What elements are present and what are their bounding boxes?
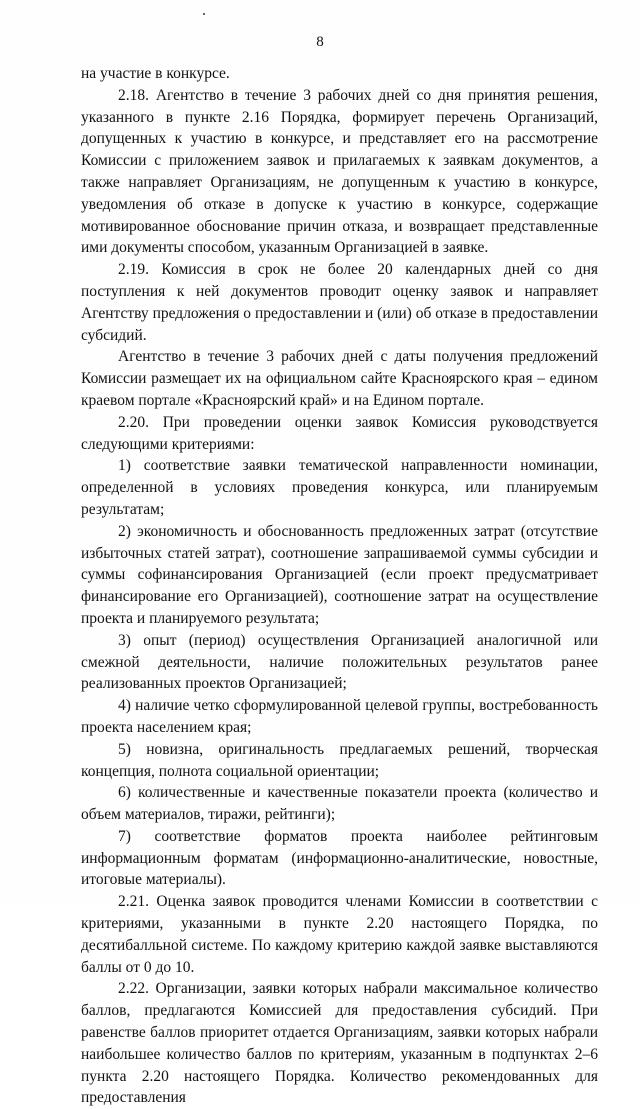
- paragraph: 3) опыт (период) осуществления Организацией аналогичной или смежной деятельности, наличие положительных результатов ранее реализованных проектов Организацией;: [81, 631, 598, 693]
- page-number: 8: [316, 34, 324, 50]
- paragraph: 5) новизна, оригинальность предлагаемых решений, творческая концепция, полнота социальной ориентации;: [81, 740, 598, 780]
- paragraph: 2.21. Оценка заявок проводится членами Комиссии в соответствии с критериями, указанными в пункте 2.20 настоящего Порядка, по десятибалльной системе. По каждому критерию каждой заявке выставляются баллы от 0 до 10.: [81, 893, 598, 976]
- paragraph: 2) экономичность и обоснованность предложенных затрат (отсутствие избыточных статей затрат), соотношение запрашиваемой суммы субсидии и суммы софинансирования Организацией (если проект предусматривает финансирование его Организацией), соотношение затрат на осуществление проекта и планируемого результата;: [81, 522, 598, 627]
- paragraph: 1) соответствие заявки тематической направленности номинации, определенной в условиях проведения конкурса, или планируемым результатам;: [81, 457, 598, 518]
- paragraph: 7) соответствие форматов проекта наиболее рейтинговым информационным форматам (информационно-аналитические, новостные, итоговые материалы).: [81, 827, 598, 889]
- document-body: [81, 63, 598, 1109]
- paragraph: 2.22. Организации, заявки которых набрали максимальное количество баллов, предлагаются Комиссией для предоставления субсидий. При равенстве баллов приоритет отдается Организациям, заявки которых набрали наибольшее количество баллов по критериям, указанным в подпунктах 2–6 пункта 2.20 настоящего Порядка. Количество рекомендованных для предоставления: [81, 980, 598, 1107]
- paragraph: 2.18. Агентство в течение 3 рабочих дней со дня принятия решения, указанного в пункте 2.16 Порядка, формирует перечень Организаций, допущенных к участию в конкурсе, и представляет его на рассмотрение Комиссии с приложением заявок и прилагаемых к заявкам документов, а также направляет Организациям, не допущенным к участию в конкурсе, уведомления об отказе в допуске к участию в конкурсе, содержащие мотивированное обоснование причин отказа, и возвращает представленные ими документы способом, указанным Организацией в заявке.: [81, 86, 598, 257]
- paragraph: 2.19. Комиссия в срок не более 20 календарных дней со дня поступления к ней документов проводит оценку заявок и направляет Агентству предложения о предоставлении и (или) об отказе в предоставлении субсидий.: [81, 261, 598, 344]
- paragraph: на участие в конкурсе.: [81, 65, 230, 82]
- paragraph: 6) количественные и качественные показатели проекта (количество и объем материалов, тиражи, рейтинги);: [81, 784, 598, 824]
- paragraph: Агентство в течение 3 рабочих дней с даты получения предложений Комиссии размещает их на официальном сайте Красноярского края – едином краевом портале «Красноярский край» и на Едином портале.: [81, 348, 598, 409]
- paragraph: 2.20. При проведении оценки заявок Комиссия руководствуется следующими критериями:: [81, 413, 598, 453]
- scan-speck: [203, 13, 205, 15]
- paragraph: 4) наличие четко сформулированной целевой группы, востребованность проекта населением края;: [81, 697, 598, 736]
